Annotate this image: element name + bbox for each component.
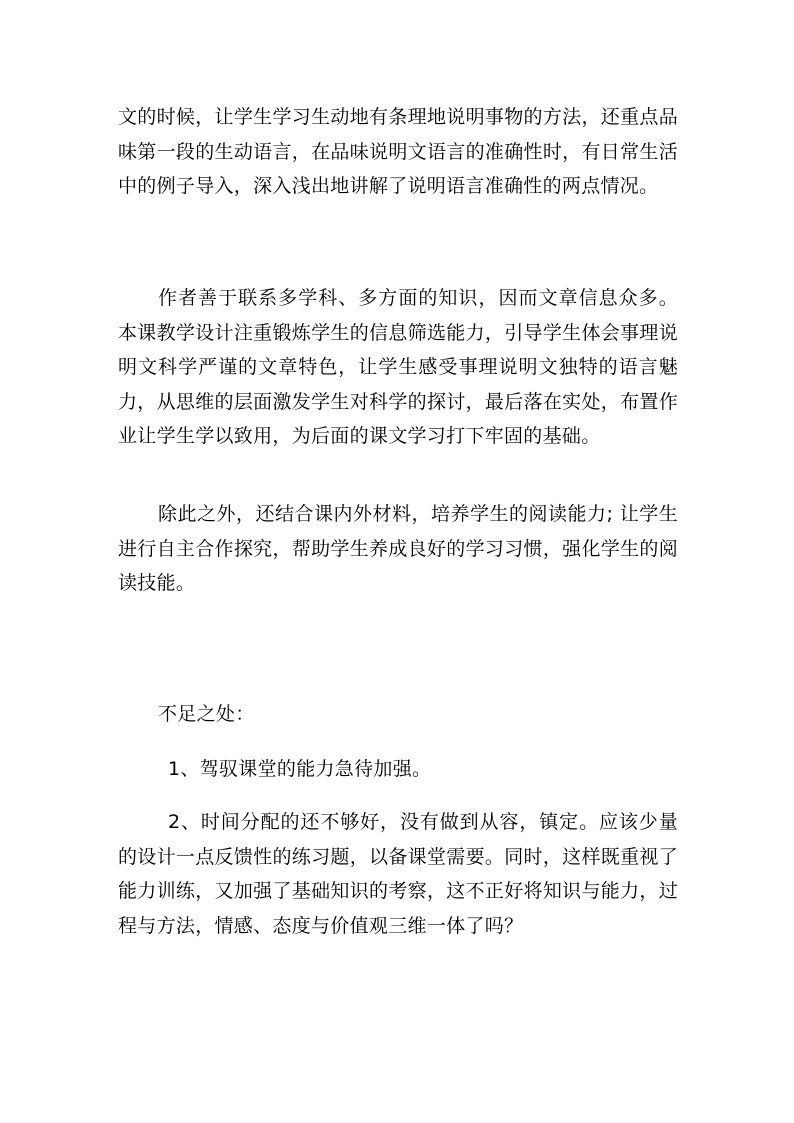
- paragraph-design-goals: 作者善于联系多学科、多方面的知识，因而文章信息众多。本课教学设计注重锻炼学生的信息筛选能力，引导学生体会事理说明文科学严谨的文章特色，让学生感受事理说明文独特的语言魅力，从思维的层面激发学生对科学的探讨，最后落在实处，布置作业让学生学以致用，为后面的课文学习打下牢固的基础。: [118, 287, 678, 447]
- heading-shortcomings: 不足之处：: [158, 703, 255, 725]
- list-item-1: 1、驾驭课堂的能力急待加强。: [168, 758, 432, 780]
- list-item-2: 2、时间分配的还不够好，没有做到从容，镇定。应该少量的设计一点反馈性的练习题，以备课堂需要。同时，这样既重视了能力训练，又加强了基础知识的考察，这不正好将知识与能力，过程与方法，情感、态度与价值观三维一体了吗？: [118, 811, 678, 937]
- paragraph-teaching-methods: 文的时候，让学生学习生动地有条理地说明事物的方法，还重点品味第一段的生动语言，在品味说明文语言的准确性时，有日常生活中的例子导入，深入浅出地讲解了说明语言准确性的两点情况。: [118, 106, 678, 197]
- paragraph-additional: 除此之外，还结合课内外材料，培养学生的阅读能力; 让学生进行自主合作探究，帮助学生养成良好的学习习惯，强化学生的阅读技能。: [118, 503, 678, 594]
